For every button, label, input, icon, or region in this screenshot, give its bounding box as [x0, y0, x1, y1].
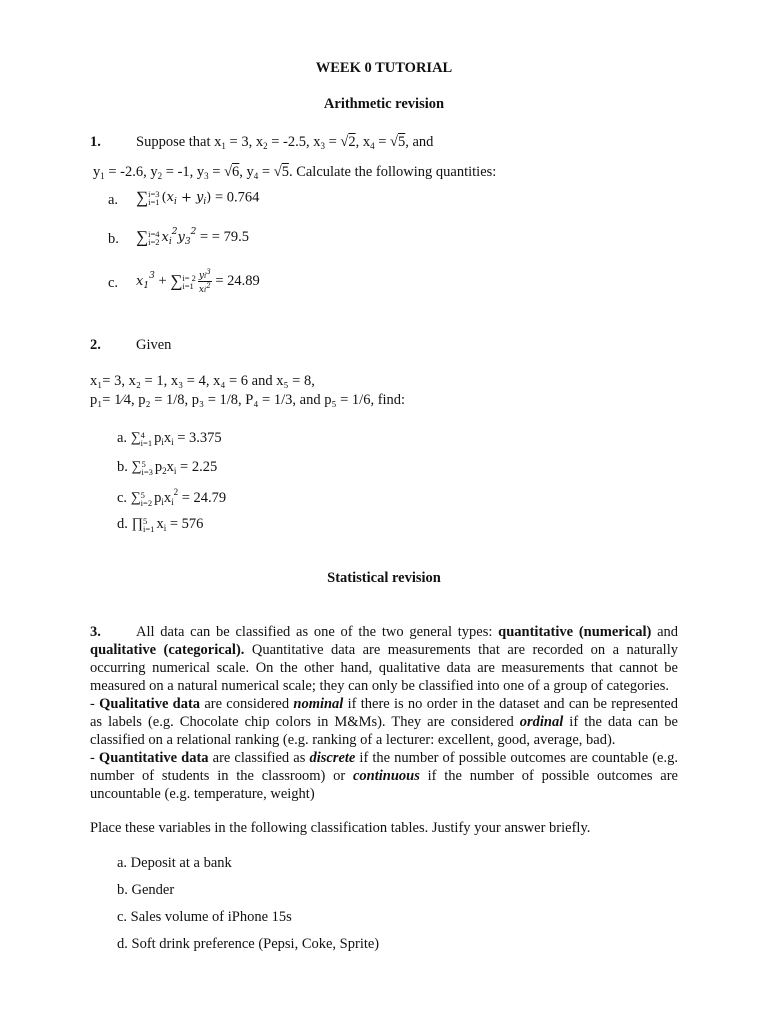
q3-p1-text-a: All data can be classified as one of the two general types: [136, 624, 499, 640]
q3-p3-text-e: if the number of possible outcomes are countable (e.g. number of students in the classroom) or [90, 750, 678, 784]
q3-p2-text-c: are considered [200, 696, 294, 712]
q3-paragraph-3 [90, 749, 678, 803]
q3-p2-text-e: if there is no order in the dataset and can be represented as labels (e.g. Chocolate chip colors in M&Ms). They are considered [90, 696, 678, 730]
q2d-label: d. [117, 516, 128, 532]
q3-p3-text-c: are classified as [208, 750, 310, 766]
q1b-answer: = 79.5 [211, 229, 249, 245]
q1a-formula: ∑i=3 i=1 $(x_i + y_i) = 0.764$ [136, 188, 260, 208]
q2-heading: Given [136, 337, 172, 353]
section-heading-arithmetic: Arithmetic revision [323, 96, 445, 112]
q1b-label: b. [108, 231, 119, 247]
q2-number: 2. [90, 337, 101, 353]
list-item: b. Gender [117, 882, 175, 898]
q1-number: 1. [90, 134, 101, 150]
q3-p1-bold-qualitative: qualitative (categorical). [90, 642, 245, 658]
q1a-label: a. [108, 192, 119, 208]
q3-p1-bold-quantitative: quantitative (numerical) [498, 624, 652, 640]
q3-p2-text-g: if the data can be classified on a relational ranking (e.g. ranking of a lecturer: excellent, good, average, bad). [90, 714, 678, 748]
q1-intro-line: Suppose that $x_1 = 3$, $x_2 = -2.5$, $x_3 = √2$, $x_4 = √5$, and [136, 134, 434, 151]
q2-p-values: p₁= 1⁄4, p₂ = 1/8, p₃ = 1/8, P₄ = 1/3, and p₅ = 1/6, find: [90, 392, 406, 408]
q2c-item: c. ∑5 i=2 $p_ix_i^2 = 24.79$ [117, 487, 227, 508]
q2b-label: b. [117, 459, 128, 475]
q1-intro-text: Suppose that x [136, 134, 222, 150]
q1c-formula: $x_1^3 + \sum i= 2$ i=1 $\frac{yi^3}{xi^2}$ = 24.89 [136, 268, 260, 295]
q3-p1-text-e: Quantitative data are measurements that are recorded on a naturally occurring numerical scale. On the other hand, qualitative data are measurements that cannot be measured on a natural numerical scale; they can only be classified into one of a group of categories. [90, 642, 678, 694]
q3-p2-nominal: nominal [293, 696, 344, 712]
q1-y-values-line: $y_1 = -2.6$, $y_2 = -1$, $y_3 = √6$, $y_4 = √5$. Calculate the following quantities: [93, 164, 497, 181]
q1c-answer: = 24.89 [215, 272, 260, 289]
q3-p2-dash: - [90, 696, 100, 712]
page-title: WEEK 0 TUTORIAL [315, 60, 453, 76]
q3-p1-text-c: and [651, 624, 679, 640]
q2b-answer: = 2.25 [180, 459, 218, 475]
q3-p2-bold-qualitative-data: Qualitative data [99, 696, 201, 712]
q3-p3-continuous: continuous [352, 768, 420, 784]
q2b-item: b. ∑5 i=3 $p_2x_i = 2.25$ [117, 458, 218, 477]
q2d-item: d. ∏5 i=1 $x_i = 576$ [117, 515, 204, 534]
list-item: a. Deposit at a bank [117, 855, 232, 871]
q3-number: 3. [90, 624, 101, 640]
list-item: c. Sales volume of iPhone 15s [117, 909, 292, 925]
q1-line2-end: . Calculate the following quantities: [288, 164, 497, 180]
q3-paragraph-1 [90, 623, 678, 695]
q2-x-values: x₁= 3, x₂ = 1, x₃ = 4, x₄ = 6 and x₅ = 8, [90, 373, 315, 389]
q2a-answer: = 3.375 [177, 430, 222, 446]
q3-p2-ordinal: ordinal [519, 714, 564, 730]
q3-p3-dash: - [90, 750, 99, 766]
q2c-answer: = 24.79 [181, 490, 227, 506]
q2d-answer: = 576 [169, 516, 204, 532]
q3-p3-bold-quantitative-data: Quantitative data [98, 750, 209, 766]
q2c-label: c. [117, 490, 128, 506]
q3-p3-text-g: if the number of possible outcomes are uncountable (e.g. temperature, weight) [90, 768, 678, 802]
q1c-label: c. [108, 275, 119, 291]
q1b-formula: ∑i=4 i=2 $x_i^2y_3^2$ = = 79.5 [136, 227, 249, 247]
list-item: d. Soft drink preference (Pepsi, Coke, Sprite) [117, 936, 380, 952]
q3-instruction: Place these variables in the following classification tables. Justify your answer briefly. [90, 820, 591, 836]
q3-paragraph-2 [90, 695, 678, 749]
q2a-label: a. [117, 430, 128, 446]
q1a-answer: = 0.764 [214, 189, 260, 206]
q2a-item: a. ∑4 i=1 $p_ix_i = 3.375$ [117, 429, 222, 448]
section-heading-statistical: Statistical revision [327, 570, 441, 586]
q3-p3-discrete: discrete [309, 750, 356, 766]
